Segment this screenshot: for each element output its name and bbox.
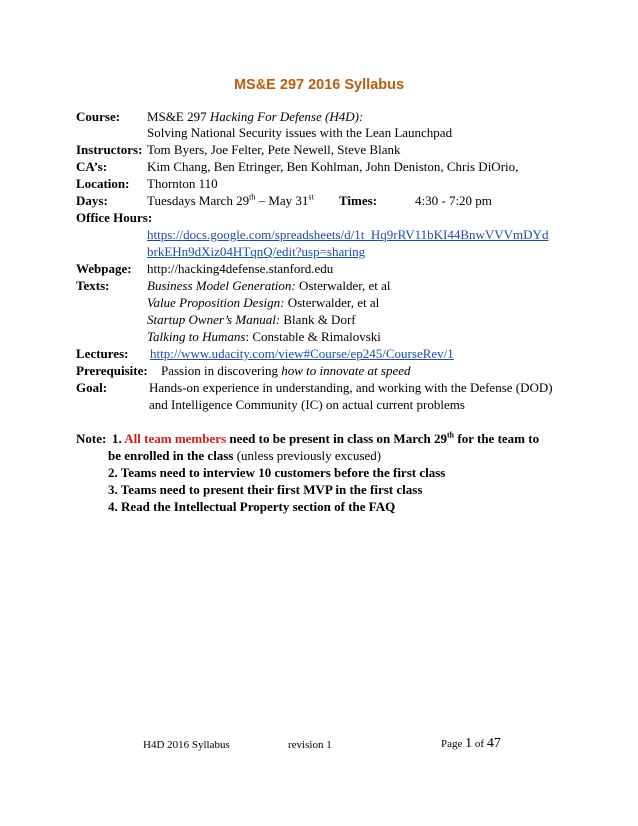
days-end: – May 31 [255,193,309,208]
lectures-link[interactable]: http://www.udacity.com/view#Course/ep245/CourseRev/1 [150,346,454,361]
course-label: Course: [76,109,121,124]
footer-page-number: Page 1 of 47 [441,736,501,751]
days-label: Days: [76,193,108,208]
instructors-label: Instructors: [76,142,143,157]
note-item-2: 2. Teams need to interview 10 customers before the first class [108,465,446,480]
course-value-line2: Solving National Security issues with the Lean Launchpad [147,125,453,140]
instructors-value: Tom Byers, Joe Felter, Pete Newell, Steve Blank [147,142,401,157]
text-author: Osterwalder, et al [295,278,391,293]
text-title: Talking to Humans [147,329,246,344]
note-item-3: 3. Teams need to present their first MVP in the first class [108,482,423,497]
goal-label: Goal: [76,380,108,395]
text-item [147,311,356,328]
prerequisite-value: Passion in discovering how to innovate at speed [161,363,411,378]
cas-value: Kim Chang, Ben Etringer, Ben Kohlman, John Deniston, Chris DiOrio, [147,159,519,174]
days-start: Tuesdays March 29 [147,193,250,208]
text-title: Business Model Generation: [147,278,296,293]
goal-line1: Hands-on experience in understanding, and working with the Defense (DOD) [149,380,553,395]
text-author: : Constable & Rimalovski [245,329,381,344]
text-item [147,328,381,345]
texts-label: Texts: [76,278,110,293]
text-title: Startup Owner’s Manual: [147,312,281,327]
course-code: MS&E 297 [147,109,210,124]
note-item-1-line2: be enrolled in the class (unless previously excused) [108,448,382,463]
course-value-line1 [147,108,363,125]
note-item-4: 4. Read the Intellectual Property section of the FAQ [108,499,396,514]
note-label: Note: [76,431,107,446]
cas-label: CA’s: [76,159,108,174]
webpage-label: Webpage: [76,261,132,276]
office-hours-link-line1[interactable]: https://docs.google.com/spreadsheets/d/1t_Hq9rRV11bKI44BnwVVVmDYd [147,227,549,242]
days-sup-end: st [308,192,314,202]
days-value [147,192,314,209]
text-author: Osterwalder, et al [284,295,380,310]
page-title: MS&E 297 2016 Syllabus [233,77,405,93]
times-value: 4:30 - 7:20 pm [415,193,492,208]
note-item-1: 1. All team members need to be present in class on March 29th for the team to [112,430,540,446]
text-item [147,294,379,311]
text-title: Value Proposition Design: [147,295,285,310]
location-label: Location: [76,176,130,191]
times-label: Times: [339,193,378,208]
footer-doc-name: H4D 2016 Syllabus [143,739,230,751]
days-sup-start: th [249,192,256,202]
text-author: Blank & Dorf [280,312,356,327]
prerequisite-label: Prerequisite: [76,363,148,378]
course-name: Hacking For Defense (H4D): [209,109,364,124]
note-highlight: All team members [124,431,227,446]
location-value: Thornton 110 [147,176,218,191]
office-hours-label: Office Hours: [76,210,153,225]
webpage-value: http://hacking4defense.stanford.edu [147,261,334,276]
office-hours-link-line2[interactable]: brkEHn9dXiz04HTqnQ/edit?usp=sharing [147,244,366,259]
goal-line2: and Intelligence Community (IC) on actual current problems [149,397,465,412]
text-item [147,277,391,294]
footer-revision: revision 1 [288,739,332,751]
lectures-label: Lectures: [76,346,129,361]
